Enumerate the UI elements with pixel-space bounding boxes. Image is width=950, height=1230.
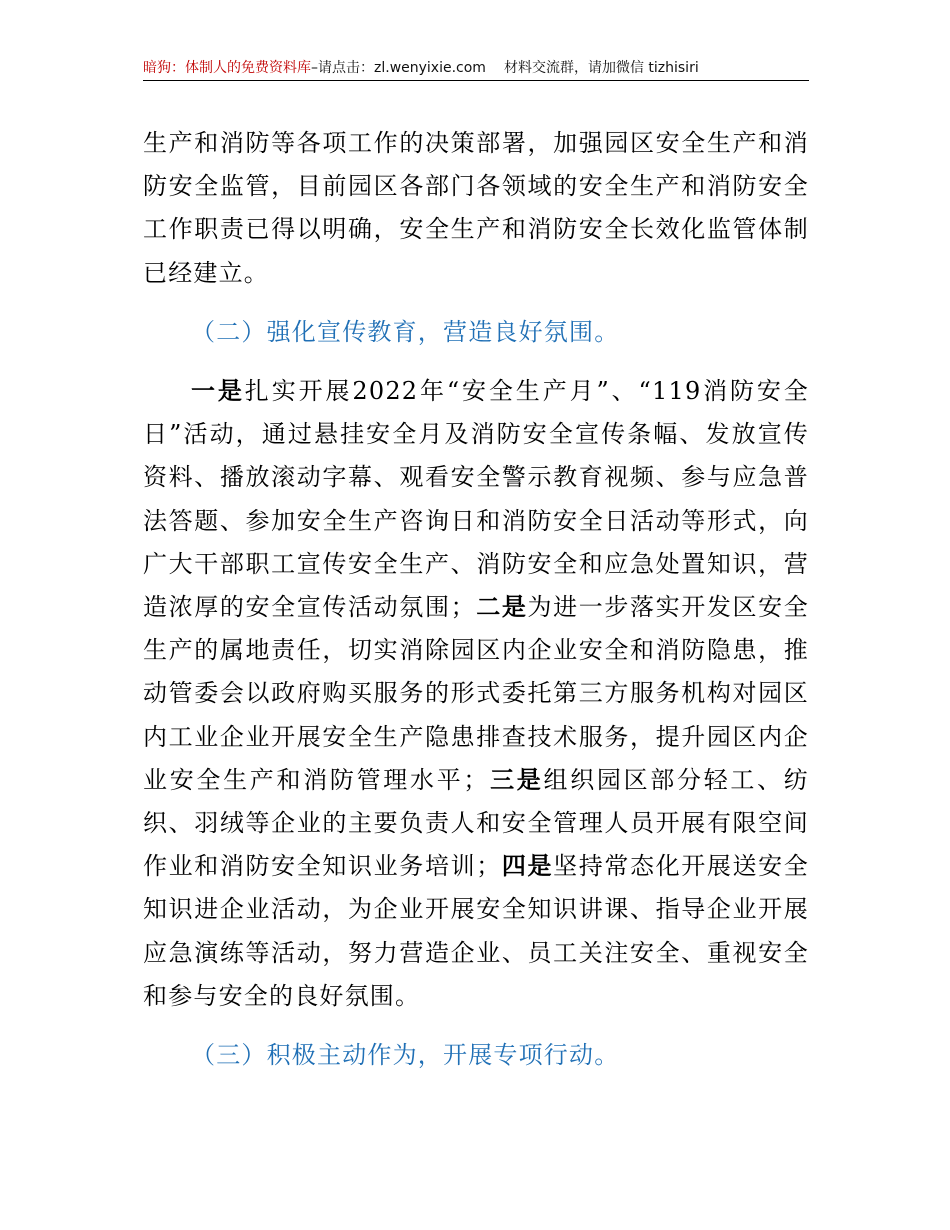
text-third: 组织园区部分轻工、纺织、羽绒等企业的主要负责人和安全管理人员开展有限空间作业和消防安全知识业务培训； <box>143 765 809 881</box>
header-link[interactable]: –请点击：zl.wenyixie.com <box>311 60 486 76</box>
section-heading-3: （三）积极主动作为，开展专项行动。 <box>191 1041 620 1070</box>
header-site-name: 暗狗：体制人的免费资料库 <box>143 60 311 76</box>
paragraph-propaganda <box>143 370 809 1018</box>
lead-first: 一是 <box>191 377 245 406</box>
header-wechat-note: 材料交流群，请加微信 tizhisiri <box>503 60 699 76</box>
document-body <box>143 122 809 1077</box>
text-second: 为进一步落实开发区安全生产的属地责任，切实消除园区内企业安全和消防隐患，推动管委会以政府购买服务的形式委托第三方服务机构对园区内工业企业开展安全生产隐患排查技术服务，提升园区内企业安全生产和消防管理水平； <box>143 593 809 794</box>
lead-second: 二是 <box>475 593 528 622</box>
lead-fourth: 四是 <box>501 852 554 881</box>
paragraph-continuation: 生产和消防等各项工作的决策部署，加强园区安全生产和消防安全监管，目前园区各部门各领域的安全生产和消防安全工作职责已得以明确，安全生产和消防安全长效化监管体制已经建立。 <box>143 129 809 287</box>
page-header <box>143 58 809 81</box>
lead-third: 三是 <box>488 765 544 794</box>
text-first: 扎实开展2022年“安全生产月”、“119消防安全日”活动，通过悬挂安全月及消防安全宣传条幅、发放宣传资料、播放滚动字幕、观看安全警示教育视频、参与应急普法答题、参加安全生产咨询日和消防安全日活动等形式，向广大干部职工宣传安全生产、消防安全和应急处置知识，营造浓厚的安全宣传活动氛围； <box>143 377 809 622</box>
text-fourth: 坚持常态化开展送安全知识进企业活动，为企业开展安全知识讲课、指导企业开展应急演练等活动，努力营造企业、员工关注安全、重视安全和参与安全的良好氛围。 <box>143 852 809 1010</box>
section-heading-2: （二）强化宣传教育，营造良好氛围。 <box>191 317 620 346</box>
